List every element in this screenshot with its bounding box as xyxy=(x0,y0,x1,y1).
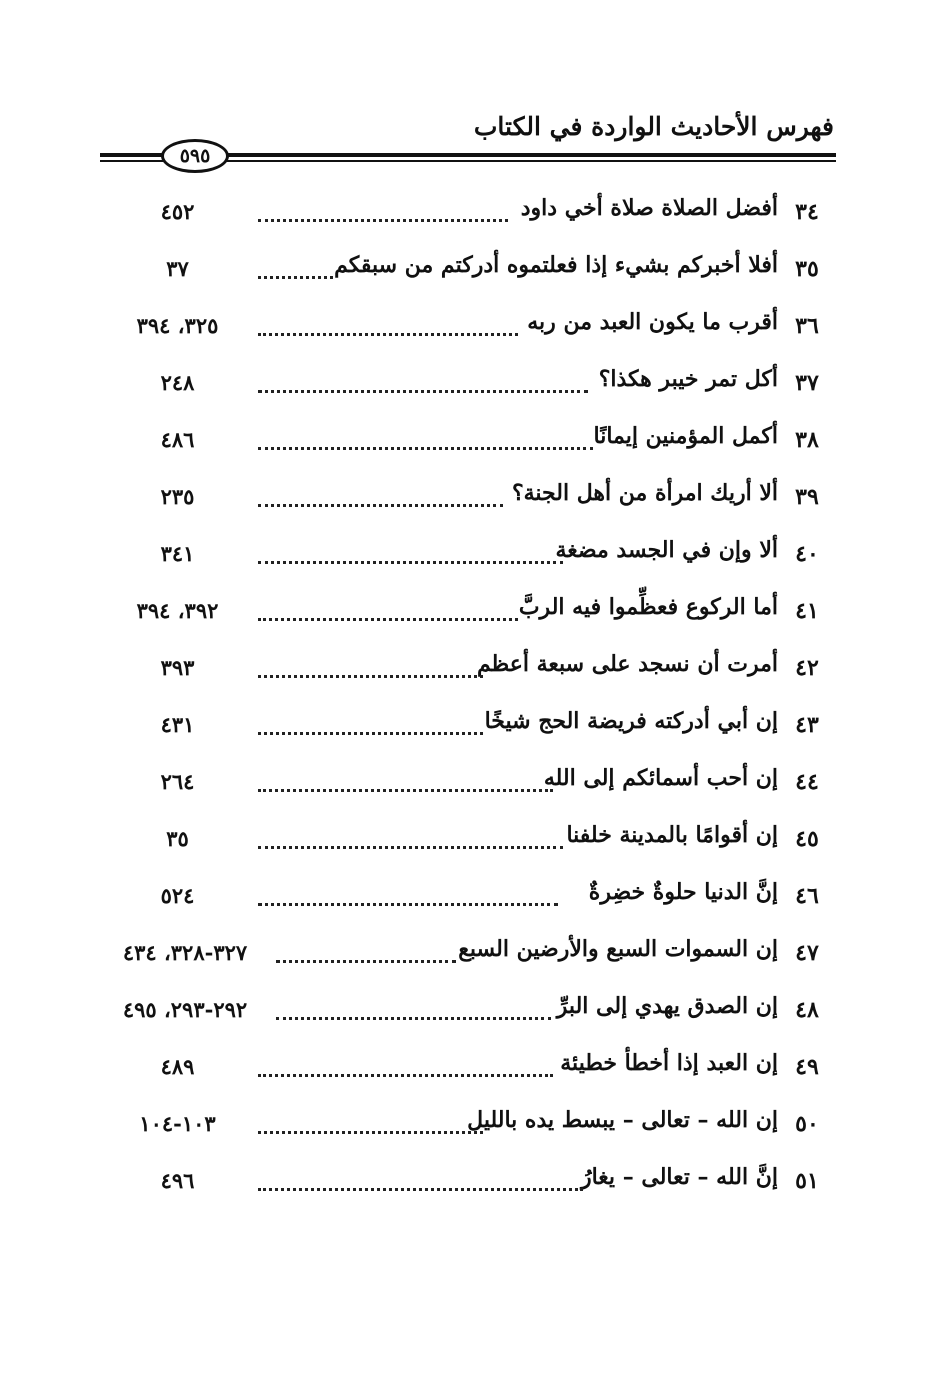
hadith-text: إن الصدق يهدي إلى البرِّ xyxy=(556,993,778,1019)
index-row xyxy=(0,537,944,577)
entry-number: ٥١ xyxy=(795,1168,819,1194)
hadith-text: أكل تمر خيبر هكذا؟ xyxy=(598,366,778,392)
entry-number: ٤٥ xyxy=(795,826,819,852)
page-reference: ٣٩٣ xyxy=(160,655,195,680)
index-row xyxy=(0,879,944,919)
dot-leader xyxy=(258,669,483,678)
index-row xyxy=(0,765,944,805)
hadith-text: أفضل الصلاة صلاة أخي داود xyxy=(520,195,778,221)
entry-number: ٤٤ xyxy=(795,769,819,795)
hadith-text: إن السموات السبع والأرضين السبع xyxy=(458,936,778,962)
dot-leader xyxy=(258,384,588,393)
dot-leader xyxy=(276,954,456,963)
entry-number: ٤٨ xyxy=(795,997,819,1023)
index-row xyxy=(0,594,944,634)
entry-number: ٤٩ xyxy=(795,1054,819,1080)
entry-number: ٤٣ xyxy=(795,712,819,738)
dot-leader xyxy=(258,498,503,507)
hadith-text: إن أحب أسمائكم إلى الله xyxy=(543,765,778,791)
index-row xyxy=(0,1107,944,1147)
entry-number: ٤٢ xyxy=(795,655,819,681)
page-reference: ٥٢٤ xyxy=(160,883,195,908)
page-reference: ٣٤١ xyxy=(160,541,195,566)
hadith-text: أما الركوع فعظِّموا فيه الربَّ xyxy=(518,594,778,620)
entry-number: ٤١ xyxy=(795,598,819,624)
index-row xyxy=(0,366,944,406)
entry-number: ٤٠ xyxy=(795,541,819,567)
index-row xyxy=(0,651,944,691)
dot-leader xyxy=(258,270,333,279)
dot-leader xyxy=(258,1182,583,1191)
index-row xyxy=(0,708,944,748)
dot-leader xyxy=(258,840,563,849)
dot-leader xyxy=(258,327,518,336)
page-reference: ٣٥ xyxy=(166,826,189,851)
hadith-text: أفلا أخبركم بشيء إذا فعلتموه أدركتم من سبقكم xyxy=(334,252,778,278)
dot-leader xyxy=(258,612,518,621)
entry-number: ٣٥ xyxy=(795,256,819,282)
entry-number: ٤٦ xyxy=(795,883,819,909)
hadith-text: إن أبي أدركته فريضة الحج شيخًا xyxy=(484,708,778,734)
page-reference: ٤٥٢ xyxy=(160,199,195,224)
hadith-text: إن أقوامًا بالمدينة خلفنا xyxy=(566,822,778,848)
index-row xyxy=(0,195,944,235)
entry-number: ٤٧ xyxy=(795,940,819,966)
dot-leader xyxy=(258,783,553,792)
entry-number: ٣٧ xyxy=(795,370,819,396)
index-row xyxy=(0,480,944,520)
hadith-text: ألا أريك امرأة من أهل الجنة؟ xyxy=(511,480,778,506)
page-reference: ٤٨٦ xyxy=(160,427,195,452)
page-reference: ٢٩٢-٢٩٣، ٤٩٥ xyxy=(122,997,248,1022)
page-title: فهرس الأحاديث الواردة في الكتاب xyxy=(473,112,834,141)
dot-leader xyxy=(258,726,483,735)
page-reference: ٣٢٥، ٣٩٤ xyxy=(136,313,219,338)
dot-leader xyxy=(258,1068,553,1077)
index-row xyxy=(0,309,944,349)
hadith-text: ألا وإن في الجسد مضغة xyxy=(555,537,778,563)
hadith-text: أقرب ما يكون العبد من ربه xyxy=(527,309,778,335)
hadith-text: إنَّ الدنيا حلوةٌ خضِرةٌ xyxy=(588,879,778,905)
hadith-text: إنَّ الله – تعالى – يغارُ xyxy=(580,1164,778,1190)
page-reference: ٢٣٥ xyxy=(160,484,195,509)
page-reference: ٤٨٩ xyxy=(160,1054,195,1079)
page-reference: ٢٤٨ xyxy=(160,370,195,395)
page-reference: ٣٩٢، ٣٩٤ xyxy=(136,598,219,623)
index-row xyxy=(0,1164,944,1204)
entry-number: ٣٩ xyxy=(795,484,819,510)
index-row xyxy=(0,1050,944,1090)
index-row xyxy=(0,936,944,976)
page-reference: ٢٦٤ xyxy=(160,769,195,794)
hadith-text: إن العبد إذا أخطأ خطيئة xyxy=(560,1050,778,1076)
index-row xyxy=(0,822,944,862)
page-reference: ٣٢٧-٣٢٨، ٤٣٤ xyxy=(122,940,248,965)
dot-leader xyxy=(258,1125,483,1134)
dot-leader xyxy=(258,441,593,450)
hadith-text: أكمل المؤمنين إيمانًا xyxy=(593,423,778,449)
entry-number: ٣٨ xyxy=(795,427,819,453)
page-reference: ١٠٣-١٠٤ xyxy=(139,1111,216,1136)
dot-leader xyxy=(258,555,563,564)
entry-number: ٣٤ xyxy=(795,199,819,225)
dot-leader xyxy=(276,1011,551,1020)
index-row xyxy=(0,993,944,1033)
dot-leader xyxy=(258,213,508,222)
entry-number: ٥٠ xyxy=(795,1111,819,1137)
dot-leader xyxy=(258,897,558,906)
index-row xyxy=(0,423,944,463)
hadith-text: إن الله – تعالى – يبسط يده بالليل xyxy=(467,1107,778,1133)
index-row xyxy=(0,252,944,292)
page-reference: ٤٩٦ xyxy=(160,1168,195,1193)
page-reference: ٣٧ xyxy=(166,256,189,281)
page-number-badge: ٥٩٥ xyxy=(161,139,229,173)
entry-number: ٣٦ xyxy=(795,313,819,339)
page-reference: ٤٣١ xyxy=(160,712,195,737)
hadith-text: أمرت أن نسجد على سبعة أعظم xyxy=(477,651,778,677)
